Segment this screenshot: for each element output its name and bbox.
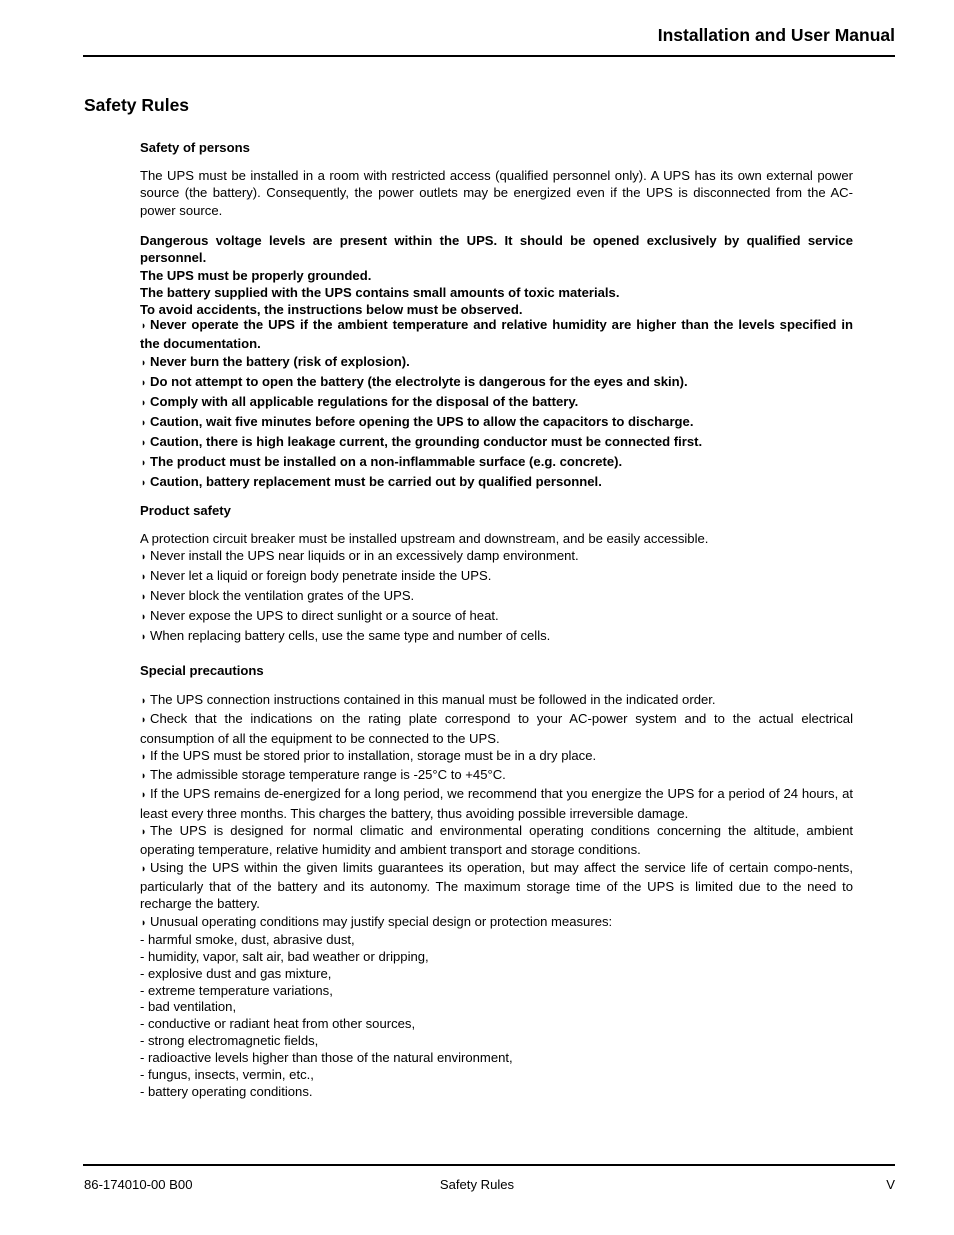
bullet-marker-icon: ◗ [141, 551, 147, 564]
persons-bullet-list [140, 316, 853, 492]
bullet-marker-icon: ◗ [141, 571, 147, 584]
dash-item: - strong electromagnetic fields, [140, 1033, 319, 1049]
special-list [140, 691, 853, 1101]
bullet-marker-icon: ◗ [141, 631, 147, 644]
dash-item: - radioactive levels higher than those of the natural environment, [140, 1050, 513, 1066]
header-rule [83, 55, 895, 57]
dash-item: - conductive or radiant heat from other sources, [140, 1016, 416, 1032]
list-item: ◗ The UPS is designed for normal climatic and environmental operating conditions concerning the altitude, ambient operating temperature, relative humidity and ambient transport and storage conditions. [140, 823, 853, 858]
bullet-marker-icon: ◗ [141, 476, 147, 489]
bullet-marker-icon: ◗ [141, 357, 147, 370]
bullet-marker-icon: ◗ [141, 320, 147, 332]
product-intro: A protection circuit breaker must be installed upstream and downstream, and be easily accessible. [140, 531, 709, 546]
bullet-marker-icon: ◗ [141, 862, 147, 875]
subheading-special-precautions: Special precautions [140, 663, 264, 678]
bullet-marker-icon: ◗ [141, 436, 147, 449]
section-title: Safety Rules [84, 95, 190, 115]
bullet-marker-icon: ◗ [141, 416, 147, 429]
dash-item: - bad ventilation, [140, 999, 237, 1015]
warning-line: Dangerous voltage levels are present within the UPS. It should be opened exclusively by qualified service personnel. [140, 233, 853, 266]
list-item: ◗ Caution, wait five minutes before opening the UPS to allow the capacitors to discharge. [140, 413, 853, 432]
list-item: ◗ Never expose the UPS to direct sunlight or a source of heat. [140, 607, 853, 626]
bullet-marker-icon: ◗ [141, 456, 147, 469]
list-item: ◗ Using the UPS within the given limits guarantees its operation, but may affect the service life of certain compo-nents, particularly that of the battery and its autonomy. The maximum storage time of the UPS is limited due to the need to recharge the battery. [140, 859, 853, 912]
list-item: ◗ Never block the ventilation grates of the UPS. [140, 587, 853, 606]
dash-item: - harmful smoke, dust, abrasive dust, [140, 931, 355, 947]
list-item: ◗ Unusual operating conditions may justify special design or protection measures: [140, 913, 853, 932]
bullet-marker-icon: ◗ [141, 377, 147, 390]
dash-item: - extreme temperature variations, [140, 982, 333, 998]
bullet-marker-icon: ◗ [141, 789, 147, 802]
bullet-marker-icon: ◗ [141, 826, 147, 839]
subheading-safety-of-persons: Safety of persons [140, 140, 250, 155]
bullet-marker-icon: ◗ [141, 591, 147, 604]
list-item: ◗ Caution, battery replacement must be carried out by qualified personnel. [140, 473, 853, 492]
dash-item: - fungus, insects, vermin, etc., [140, 1067, 314, 1083]
warning-line: The UPS must be properly grounded. [140, 267, 372, 283]
footer-section: Safety Rules [439, 1177, 515, 1192]
list-item: ◗ Never let a liquid or foreign body penetrate inside the UPS. [140, 567, 853, 586]
footer-rule [83, 1164, 895, 1166]
bullet-marker-icon: ◗ [141, 916, 147, 929]
bullet-marker-icon: ◗ [141, 770, 147, 783]
bullet-marker-icon: ◗ [141, 695, 147, 707]
warning-line: The battery supplied with the UPS contains small amounts of toxic materials. [140, 284, 620, 300]
list-item: ◗ Check that the indications on the rating plate correspond to your AC-power system and to the actual electrical consumption of all the equipment to be connected to the UPS. [140, 711, 853, 746]
list-item: ◗ Never operate the UPS if the ambient temperature and relative humidity are higher than the levels specified in the documentation. [140, 317, 853, 352]
list-item: ◗ Never install the UPS near liquids or in an excessively damp environment. [140, 547, 853, 566]
persons-warnings [140, 232, 853, 318]
bullet-marker-icon: ◗ [141, 714, 147, 727]
list-item: ◗ When replacing battery cells, use the same type and number of cells. [140, 627, 853, 646]
list-item: ◗ If the UPS remains de-energized for a long period, we recommend that you energize the UPS for a period of 24 hours, at least every three months. This charges the battery, thus avoiding possible irreversible damage. [140, 786, 853, 821]
list-item: ◗ Comply with all applicable regulations for the disposal of the battery. [140, 393, 853, 412]
list-item: ◗ The product must be installed on a non-inflammable surface (e.g. concrete). [140, 453, 853, 472]
bullet-marker-icon: ◗ [141, 396, 147, 409]
product-list [140, 530, 853, 647]
list-item: ◗ If the UPS must be stored prior to installation, storage must be in a dry place. [140, 747, 853, 766]
header-title: Installation and User Manual [657, 25, 895, 45]
bullet-marker-icon: ◗ [141, 611, 147, 624]
footer-doc-number: 86-174010-00 B00 [84, 1177, 193, 1192]
subheading-product-safety: Product safety [140, 503, 231, 518]
list-item: ◗ Never burn the battery (risk of explosion). [140, 353, 853, 372]
footer-page-number: V [886, 1177, 895, 1192]
dash-item: - humidity, vapor, salt air, bad weather or dripping, [140, 948, 429, 964]
dash-item: - explosive dust and gas mixture, [140, 965, 332, 981]
list-item: ◗ The admissible storage temperature range is -25°C to +45°C. [140, 766, 853, 785]
dash-item: - battery operating conditions. [140, 1084, 313, 1100]
list-item: ◗ Do not attempt to open the battery (the electrolyte is dangerous for the eyes and skin). [140, 373, 853, 392]
list-item: ◗ The UPS connection instructions contained in this manual must be followed in the indicated order. [140, 691, 853, 710]
warning-line: To avoid accidents, the instructions below must be observed. [140, 302, 523, 318]
list-item: ◗ Caution, there is high leakage current, the grounding conductor must be connected first. [140, 433, 853, 452]
bullet-marker-icon: ◗ [141, 750, 147, 763]
persons-intro: The UPS must be installed in a room with restricted access (qualified personnel only). A UPS has its own external power source (the battery). Consequently, the power outlets may be energized even if the UPS is disconnected from the AC-power source. [140, 168, 853, 218]
